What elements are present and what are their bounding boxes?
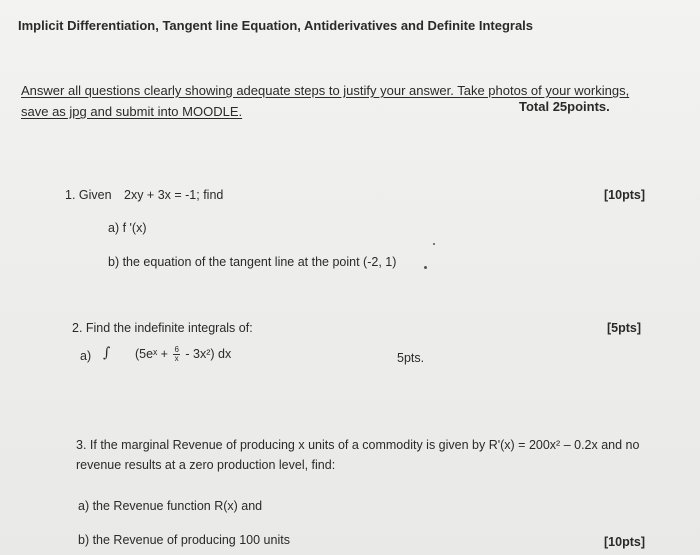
- q1-part-a: a) f '(x): [108, 221, 147, 235]
- q2-integrand: (5eˣ + $\frac{6}{x}$ - 3x²) dx: [135, 345, 232, 363]
- q2-stem: 2. Find the indefinite integrals of:: [72, 321, 253, 335]
- instructions-line-1: Answer all questions clearly showing adequate steps to justify your answer. Take photos of your workings,: [21, 83, 630, 98]
- q3-points: [10pts]: [604, 535, 645, 549]
- q3-part-a: a) the Revenue function R(x) and: [78, 499, 263, 513]
- fraction-6-over-x: $\frac{6}{x}$: [174, 345, 179, 363]
- q1-equation: 2xy + 3x = -1; find: [124, 188, 224, 202]
- q2-part-a-points: 5pts.: [397, 351, 425, 365]
- instructions-line-2: save as jpg and submit into MOODLE.: [21, 104, 243, 119]
- q3-stem: 3. If the marginal Revenue of producing x units of a commodity is given by R'(x) = 200x² – 0.2x and no revenue results at a zero production level, find:: [76, 438, 640, 472]
- total-points: Total 25points.: [519, 99, 610, 114]
- q3-part-b: b) the Revenue of producing 100 units: [78, 533, 290, 547]
- q2-points: [5pts]: [607, 321, 642, 335]
- q1-part-b: b) the equation of the tangent line at the point (-2, 1): [108, 255, 397, 269]
- q1-prefix: 1. Given: [65, 188, 112, 202]
- q2-part-a-label: a): [80, 349, 92, 363]
- q1-points: [10pts]: [604, 188, 645, 202]
- stray-mark: [433, 243, 435, 245]
- page-title: Implicit Differentiation, Tangent line Equation, Antiderivatives and Definite Integrals: [18, 18, 534, 33]
- integral-sign: ∫: [103, 345, 111, 361]
- stray-mark: [424, 266, 427, 269]
